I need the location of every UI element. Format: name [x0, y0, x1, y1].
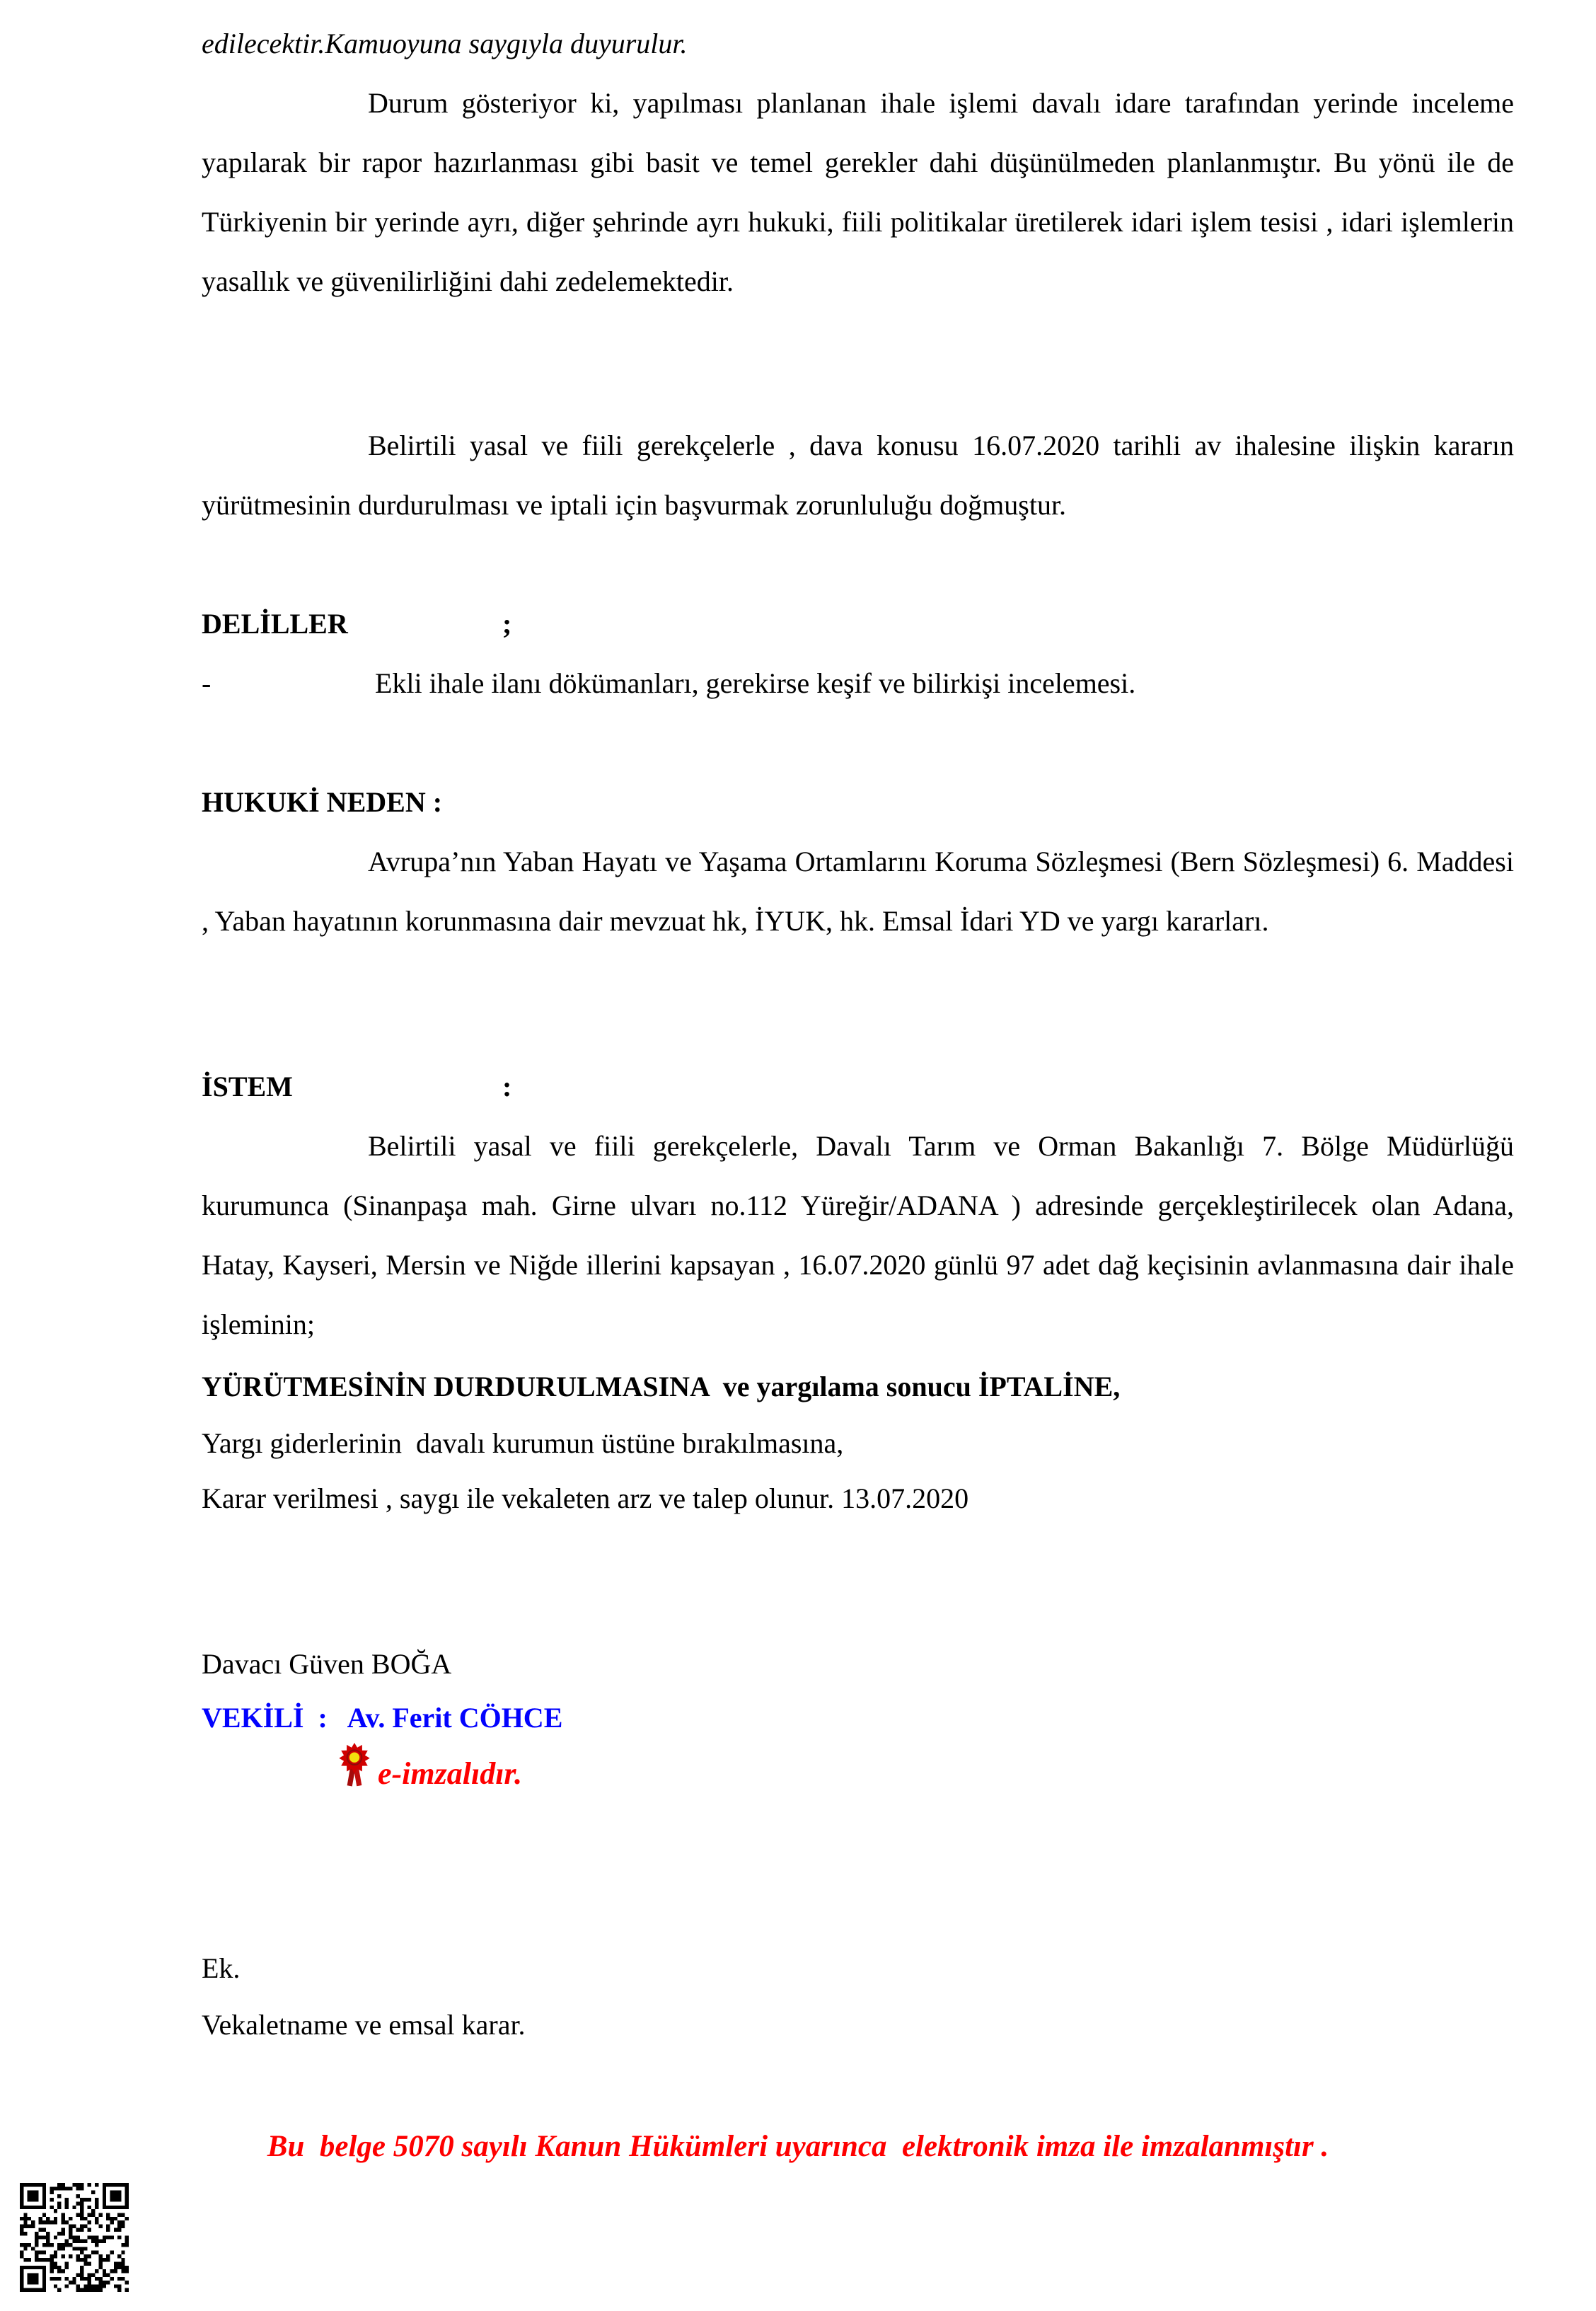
paragraph-istem: Belirtili yasal ve fiili gerekçelerle, Davalı Tarım ve Orman Bakanlığı 7. Bölge Müdürlüğü kurumunca (Sinanpaşa mah. Girne ulvarı no.112 Yüreğir/ADANA ) adresinde gerçekleştirilecek olan Adana, Hatay, Kayseri, Mersin ve Niğde illerini kapsayan , 16.07.2020 günlü 97 adet dağ keçisinin avlanmasına dair ihale işleminin; [202, 1130, 1514, 1340]
evidence-item: Ekli ihale ilanı dökümanları, gerekirse keşif ve bilirkişi incelemesi. [375, 667, 1136, 699]
heading-istem: İSTEM [202, 1071, 293, 1102]
heading-istem-row [202, 1057, 1514, 1117]
electronic-signature-notice: Bu belge 5070 sayılı Kanun Hükümleri uyarınca elektronik imza ile imzalanmıştır . [267, 2130, 1329, 2163]
line-yargi: Yargı giderlerinin davalı kurumun üstüne bırakılmasına, [202, 1427, 844, 1459]
paragraph-durum: Durum gösteriyor ki, yapılması planlanan ihale işlemi davalı idare tarafından yerinde inceleme yapılarak bir rapor hazırlanması gibi basit ve temel gerekler dahi düşünülmeden planlanmıştır. Bu yönü ile de Türkiyenin bir yerinde ayrı, diğer şehrinde ayrı hukuki, fiili politikalar üretilerek idari işlem tesisi , idari işlemlerin yasallık ve güvenilirliğini dahi zedelemektedir. [202, 87, 1514, 297]
e-signature-seal-icon [338, 1742, 371, 1787]
intro-line: edilecektir.Kamuoyuna saygıyla duyurulur. [202, 28, 688, 59]
heading-deliller-row [202, 594, 1514, 654]
attorney-line: VEKİLİ : Av. Ferit CÖHCE [202, 1702, 563, 1734]
attachments-item: Vekaletname ve emsal karar. [202, 2009, 526, 2041]
attachments-label: Ek. [202, 1952, 241, 1984]
istem-colon: : [502, 1071, 512, 1102]
plaintiff-line: Davacı Güven BOĞA [202, 1648, 452, 1680]
evidence-row [202, 654, 1514, 713]
line-yurutme: YÜRÜTMESİNİN DURDURULMASINA ve yargılama sonucu İPTALİNE, [202, 1371, 1121, 1402]
line-karar: Karar verilmesi , saygı ile vekaleten arz ve talep olunur. 13.07.2020 [202, 1482, 969, 1514]
esignature-row [338, 1742, 975, 1796]
heading-hukuki-neden: HUKUKİ NEDEN : [202, 786, 443, 818]
heading-deliller: DELİLLER [202, 608, 348, 640]
paragraph-belirtili: Belirtili yasal ve fiili gerekçelerle , dava konusu 16.07.2020 tarihli av ihalesine ilişkin kararın yürütmesinin durdurulması ve iptali için başvurmak zorunluluğu doğmuştur. [202, 430, 1514, 521]
qr-code [20, 2183, 129, 2292]
evidence-dash: - [202, 667, 212, 699]
esignature-label: e-imzalıdır. [378, 1756, 523, 1791]
paragraph-hukuki: Avrupa’nın Yaban Hayatı ve Yaşama Ortamlarını Koruma Sözleşmesi (Bern Sözleşmesi) 6. Maddesi , Yaban hayatının korunmasına dair mevzuat hk, İYUK, hk. Emsal İdari YD ve yargı kararları. [202, 846, 1514, 937]
deliller-semicolon: ; [502, 608, 512, 640]
